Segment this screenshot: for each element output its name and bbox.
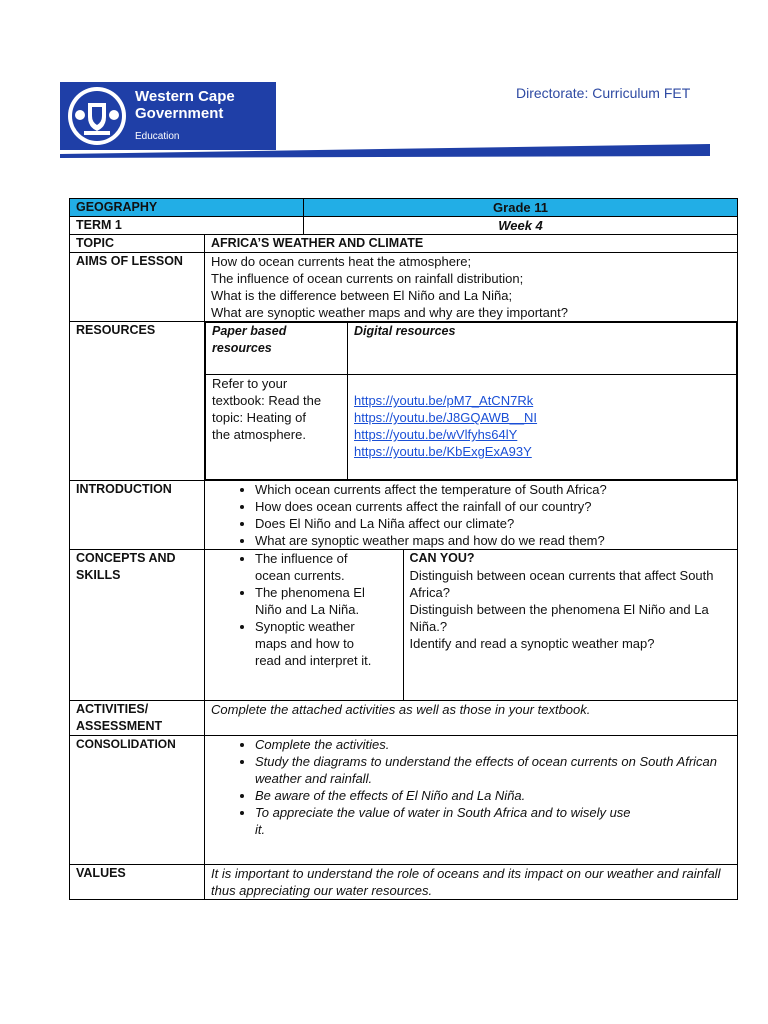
aim-item: The influence of ocean currents on rainfall distribution;: [211, 271, 524, 286]
aim-item: What are synoptic weather maps and why are they important?: [211, 305, 568, 320]
aims-row: [70, 253, 738, 322]
list-item: • Complete the activities.: [255, 736, 717, 753]
concepts-row: [70, 550, 738, 701]
aims-label: AIMS OF LESSON: [70, 253, 205, 322]
topic-row: [70, 235, 738, 253]
term-row: [70, 217, 738, 235]
logo-line1: Western Cape: [135, 88, 235, 105]
list-item: • What are synoptic weather maps and how do we read them?: [255, 532, 731, 549]
list-item: • The influence of ocean currents.: [255, 550, 383, 584]
subject-cell: GEOGRAPHY: [70, 199, 304, 217]
coat-of-arms-icon: [66, 85, 128, 147]
values-row: [70, 865, 738, 900]
subject-row: [70, 199, 738, 217]
video-link[interactable]: https://youtu.be/pM7_AtCN7Rk: [354, 393, 534, 408]
resources-table: [205, 322, 737, 480]
intro-cell: [205, 481, 738, 550]
list-item: • Study the diagrams to understand the effects of ocean currents on South African weather and rainfall.: [255, 753, 717, 787]
list-item: • Be aware of the effects of El Niño and La Niña.: [255, 787, 717, 804]
activities-row: [70, 701, 738, 736]
list-item: • The phenomena El Niño and La Niña.: [255, 584, 383, 618]
aim-item: How do ocean currents heat the atmosphere;: [211, 254, 472, 269]
list-item: • Which ocean currents affect the temperature of South Africa?: [255, 481, 731, 498]
aim-item: What is the difference between El Niño and La Niña;: [211, 288, 513, 303]
values-label: VALUES: [70, 865, 205, 900]
resources-row: [70, 322, 738, 481]
list-item: • Synoptic weather maps and how to read and interpret it.: [255, 618, 383, 669]
concepts-list-cell: [205, 550, 403, 700]
aims-cell: [205, 253, 738, 322]
consolidation-label: CONSOLIDATION: [70, 736, 205, 865]
can-you-item: Distinguish between the phenomena El Niño and La Niña.?: [409, 602, 709, 634]
intro-label: INTRODUCTION: [70, 481, 205, 550]
lesson-plan-table: [69, 198, 738, 900]
resources-label: RESOURCES: [70, 322, 205, 481]
consolidation-cell: [205, 736, 738, 865]
can-you-item: Identify and read a synoptic weather map?: [409, 636, 655, 651]
paper-text: Refer to your textbook: Read the topic: Heating of the atmosphere.: [206, 375, 348, 480]
consolidation-row: [70, 736, 738, 865]
logo-line2: Government: [135, 105, 224, 122]
video-link[interactable]: https://youtu.be/J8GQAWB__NI: [354, 410, 538, 425]
intro-list: [211, 481, 731, 549]
resources-cell: [205, 322, 738, 481]
concepts-table: [205, 550, 737, 700]
grade-cell: Grade 11: [304, 199, 738, 217]
links-cell: [348, 375, 737, 480]
activities-label: ACTIVITIES/ ASSESSMENT: [70, 701, 205, 736]
list-item: • How does ocean currents affect the rainfall of our country?: [255, 498, 731, 515]
can-you-item: Distinguish between ocean currents that affect South Africa?: [409, 568, 714, 600]
can-you-heading: CAN YOU?: [409, 551, 475, 565]
consolidation-list: [211, 736, 717, 838]
paper-heading: Paper based resources: [206, 323, 348, 375]
header-swoosh: [60, 140, 710, 162]
can-you-cell: [403, 550, 737, 700]
digital-heading: Digital resources: [348, 323, 737, 375]
video-link[interactable]: https://youtu.be/KbExgExA93Y: [354, 444, 532, 459]
topic-label: TOPIC: [70, 235, 205, 253]
logo-title: [135, 88, 235, 122]
concepts-list: [211, 550, 383, 669]
concepts-cell: [205, 550, 738, 701]
week-cell: Week 4: [304, 217, 738, 235]
directorate-title: Directorate: Curriculum FET: [516, 85, 691, 101]
list-item: • Does El Niño and La Niña affect our climate?: [255, 515, 731, 532]
introduction-row: [70, 481, 738, 550]
video-link[interactable]: https://youtu.be/wVlfyhs64lY: [354, 427, 518, 442]
values-text: It is important to understand the role of oceans and its impact on our weather and rainfall thus appreciating our water resources.: [205, 865, 738, 900]
term-cell: TERM 1: [70, 217, 304, 235]
list-item: • To appreciate the value of water in South Africa and to wisely use it.: [255, 804, 717, 838]
topic-value: AFRICA’S WEATHER AND CLIMATE: [205, 235, 738, 253]
logo-subtitle: Education: [135, 131, 180, 142]
activities-text: Complete the attached activities as well as those in your textbook.: [205, 701, 738, 736]
concepts-label: CONCEPTS AND SKILLS: [70, 550, 205, 701]
